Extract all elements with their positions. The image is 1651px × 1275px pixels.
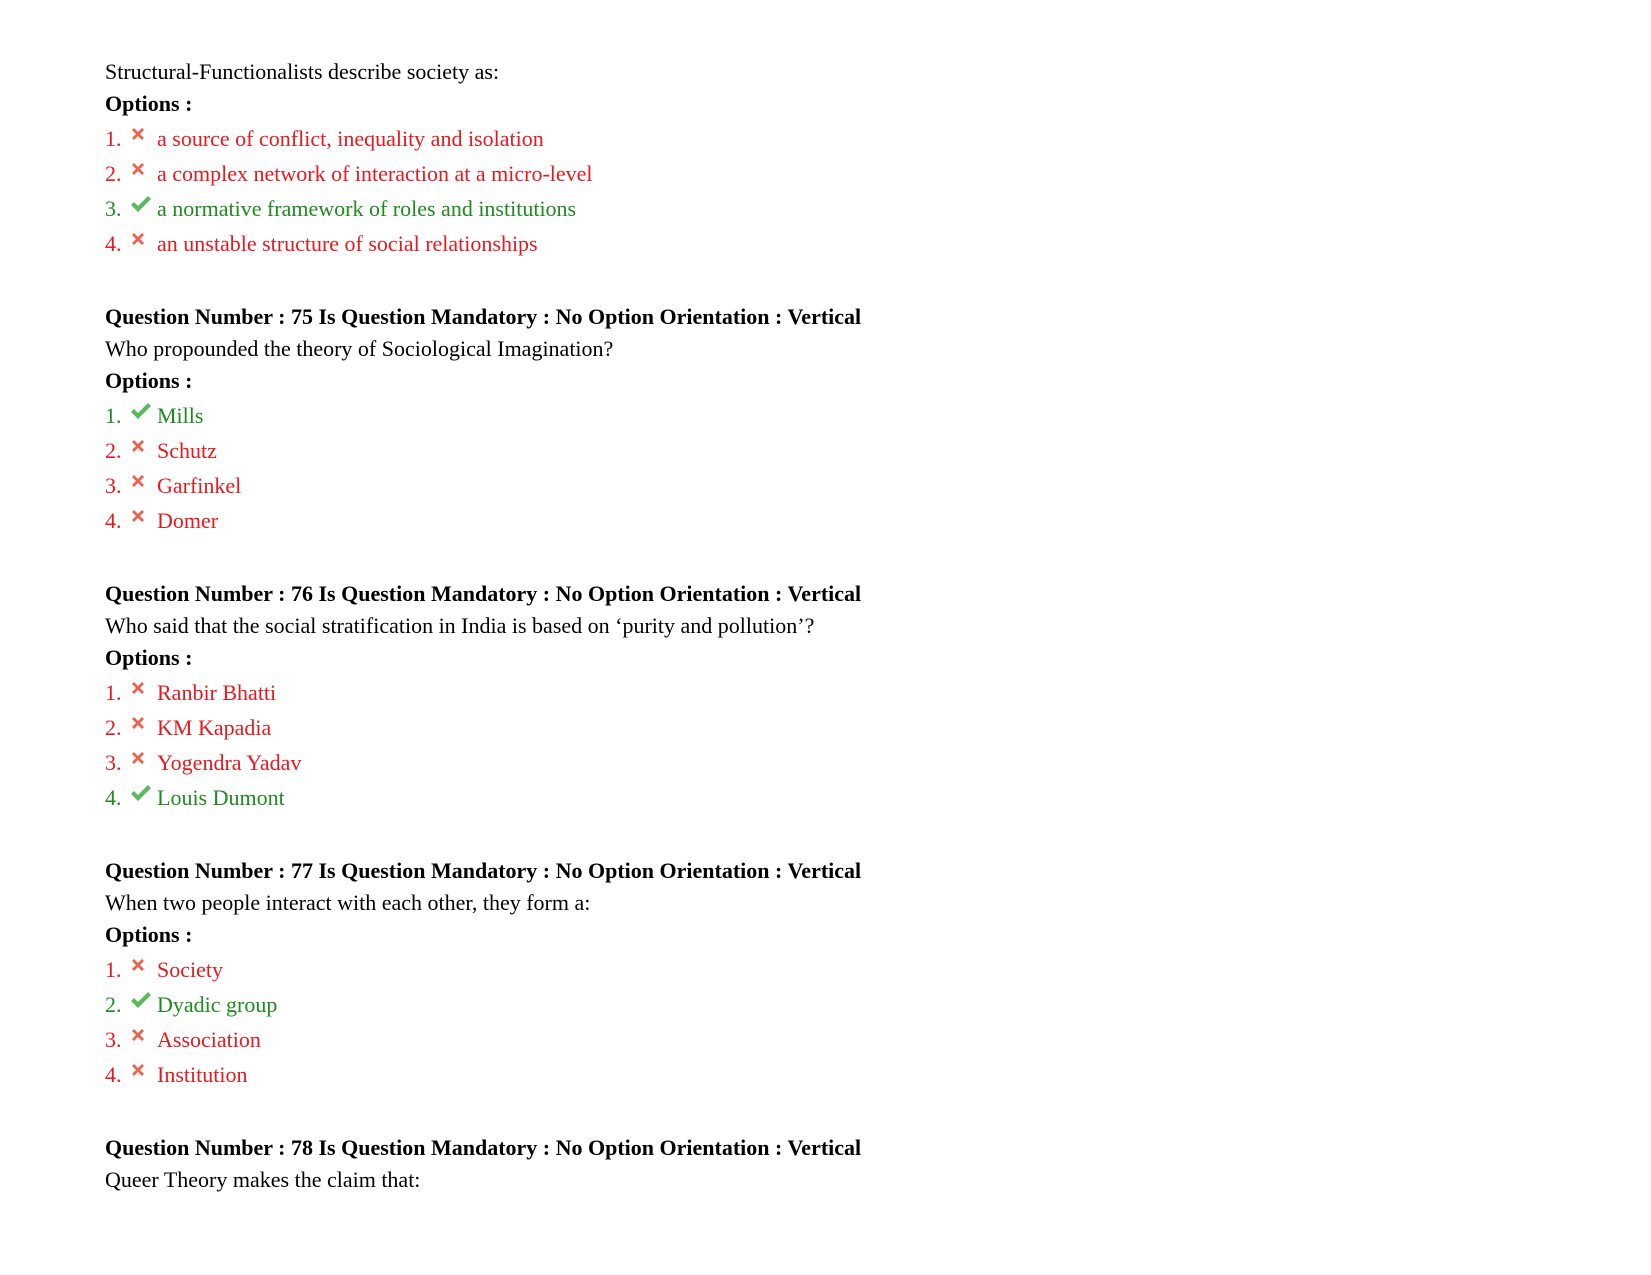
- question-block: [105, 301, 1555, 538]
- question-block: [105, 855, 1555, 1092]
- option-text: a complex network of interaction at a micro-level: [157, 161, 593, 186]
- option-item: [105, 468, 1555, 503]
- options-label: Options :: [105, 368, 193, 393]
- option-number: 4.: [105, 785, 122, 810]
- option-text: a normative framework of roles and institutions: [157, 196, 577, 221]
- question-text: Queer Theory makes the claim that:: [105, 1167, 421, 1192]
- option-text: Society: [157, 957, 223, 982]
- question-block: [105, 1132, 1555, 1196]
- option-item: [105, 987, 1555, 1022]
- spacer: [105, 1092, 1555, 1132]
- option-number: 1.: [105, 403, 122, 428]
- check-icon: [129, 398, 157, 433]
- option-number: 2.: [105, 715, 122, 740]
- option-item: [105, 121, 1555, 156]
- question-text: Structural-Functionalists describe society as:: [105, 59, 500, 84]
- check-icon: [129, 987, 157, 1022]
- option-item: [105, 952, 1555, 987]
- option-item: [105, 1057, 1555, 1092]
- option-text: Dyadic group: [157, 992, 278, 1017]
- option-text: KM Kapadia: [157, 715, 272, 740]
- option-item: [105, 191, 1555, 226]
- option-item: [105, 156, 1555, 191]
- option-item: [105, 780, 1555, 815]
- option-text: Mills: [157, 403, 204, 428]
- option-number: 3.: [105, 473, 122, 498]
- option-number: 1.: [105, 957, 122, 982]
- document-page: [105, 56, 1555, 1196]
- option-item: [105, 745, 1555, 780]
- option-text: Institution: [157, 1062, 248, 1087]
- option-item: [105, 710, 1555, 745]
- options-label: Options :: [105, 645, 193, 670]
- cross-icon: [129, 121, 157, 156]
- option-number: 4.: [105, 1062, 122, 1087]
- option-item: [105, 226, 1555, 261]
- cross-icon: [129, 226, 157, 261]
- question-header: Question Number : 78 Is Question Mandatory : No Option Orientation : Vertical: [105, 1135, 862, 1160]
- cross-icon: [129, 1057, 157, 1092]
- options-label: Options :: [105, 922, 193, 947]
- cross-icon: [129, 468, 157, 503]
- question-text: Who propounded the theory of Sociological Imagination?: [105, 336, 614, 361]
- option-number: 2.: [105, 438, 122, 463]
- option-text: Ranbir Bhatti: [157, 680, 277, 705]
- option-number: 1.: [105, 680, 122, 705]
- cross-icon: [129, 1022, 157, 1057]
- option-text: Yogendra Yadav: [157, 750, 302, 775]
- spacer: [105, 261, 1555, 301]
- option-number: 1.: [105, 126, 122, 151]
- option-text: Garfinkel: [157, 473, 242, 498]
- options-label: Options :: [105, 91, 193, 116]
- question-header: Question Number : 76 Is Question Mandatory : No Option Orientation : Vertical: [105, 581, 862, 606]
- option-item: [105, 675, 1555, 710]
- check-icon: [129, 780, 157, 815]
- option-number: 4.: [105, 508, 122, 533]
- check-icon: [129, 191, 157, 226]
- option-number: 2.: [105, 161, 122, 186]
- cross-icon: [129, 503, 157, 538]
- cross-icon: [129, 745, 157, 780]
- cross-icon: [129, 710, 157, 745]
- question-header: Question Number : 75 Is Question Mandatory : No Option Orientation : Vertical: [105, 304, 862, 329]
- option-item: [105, 433, 1555, 468]
- question-text: Who said that the social stratification in India is based on ‘purity and pollution’?: [105, 613, 815, 638]
- option-item: [105, 1022, 1555, 1057]
- option-item: [105, 503, 1555, 538]
- option-item: [105, 398, 1555, 433]
- option-text: Schutz: [157, 438, 217, 463]
- question-block: [105, 578, 1555, 815]
- question-text: When two people interact with each other, they form a:: [105, 890, 591, 915]
- option-number: 3.: [105, 750, 122, 775]
- spacer: [105, 815, 1555, 855]
- option-text: a source of conflict, inequality and isolation: [157, 126, 544, 151]
- option-number: 2.: [105, 992, 122, 1017]
- option-text: Association: [157, 1027, 261, 1052]
- cross-icon: [129, 433, 157, 468]
- spacer: [105, 538, 1555, 578]
- option-number: 4.: [105, 231, 122, 256]
- option-number: 3.: [105, 196, 122, 221]
- question-block: [105, 56, 1555, 261]
- cross-icon: [129, 952, 157, 987]
- option-text: Domer: [157, 508, 219, 533]
- question-header: Question Number : 77 Is Question Mandatory : No Option Orientation : Vertical: [105, 858, 862, 883]
- cross-icon: [129, 675, 157, 710]
- option-number: 3.: [105, 1027, 122, 1052]
- option-text: an unstable structure of social relationships: [157, 231, 538, 256]
- cross-icon: [129, 156, 157, 191]
- option-text: Louis Dumont: [157, 785, 285, 810]
